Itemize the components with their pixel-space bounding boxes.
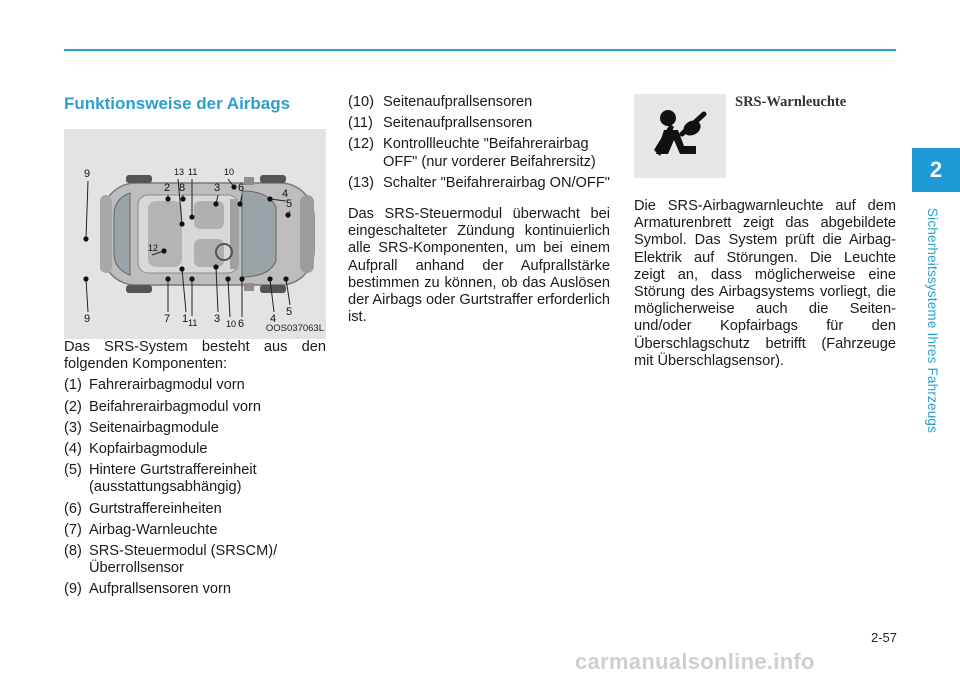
list-item	[64, 522, 326, 539]
list-item-text: SRS-Steuermodul (SRSCM)/Überrollsensor	[89, 543, 278, 577]
callout-label: 4	[270, 313, 277, 325]
airbag-warning-icon	[634, 94, 726, 178]
list-item	[64, 420, 326, 437]
list-item-text: Fahrerairbagmodul vorn	[89, 377, 245, 394]
list-item	[64, 377, 326, 394]
chapter-title: Sicherheitssysteme Ihres Fahrzeugs	[925, 207, 941, 433]
sensor-point	[285, 212, 290, 217]
callout-label: 3	[214, 182, 221, 194]
callout-label: 11	[188, 167, 198, 177]
callout-label: 4	[282, 188, 289, 200]
list-item-text: Seitenaufprallsensoren	[383, 115, 533, 132]
warning-light-block	[634, 94, 896, 178]
sensor-point	[237, 201, 242, 206]
list-item-text: Airbag-Warnleuchte	[89, 521, 218, 538]
sensor-point	[165, 276, 170, 281]
sensor-point	[189, 276, 194, 281]
sensor-point	[179, 221, 184, 226]
car-top-view-diagram	[64, 129, 326, 339]
page-number: 2-57	[870, 630, 897, 645]
sensor-point	[180, 196, 185, 201]
callout-label: 13	[174, 167, 185, 177]
intro-text: Das SRS-System besteht aus den folgenden Komponenten:	[64, 339, 326, 373]
list-item-number: (7)	[64, 521, 82, 538]
component-list	[64, 377, 326, 598]
callout-label: 12	[148, 243, 159, 253]
list-item-number: (9)	[64, 581, 82, 598]
header-rule	[64, 49, 896, 51]
sensor-point	[165, 196, 170, 201]
list-item	[64, 543, 326, 577]
section-heading: Funktionsweise der Airbags	[64, 94, 291, 113]
callout-label: 3	[214, 313, 221, 325]
callout-label: 2	[164, 182, 171, 194]
list-item-number: (10)	[348, 94, 374, 110]
list-item-text: Kopfairbagmodule	[89, 441, 208, 458]
list-item-number: (2)	[64, 398, 82, 415]
callout-label: 10	[226, 319, 237, 329]
list-item	[348, 175, 610, 192]
callout-label: 6	[238, 182, 245, 194]
sensor-point	[189, 214, 194, 219]
list-item	[348, 115, 610, 132]
sensor-point	[283, 276, 288, 281]
sensor-point	[161, 248, 166, 253]
callout-label: 5	[286, 198, 293, 210]
list-item-number: (1)	[64, 377, 82, 394]
list-item	[64, 441, 326, 458]
callout-label: 10	[224, 167, 235, 177]
list-item-number: (11)	[348, 115, 373, 132]
list-item-number: (3)	[64, 419, 82, 436]
sensor-point	[231, 184, 236, 189]
callout-label: 9	[84, 313, 91, 325]
list-item-text: Seitenairbagmodule	[89, 419, 219, 436]
sensor-point	[267, 196, 272, 201]
airbag-layout-figure	[64, 129, 326, 339]
sensor-point	[83, 236, 88, 241]
list-item-text: Kontrollleuchte "Beifahrerairbag OFF" (nur vorderer Beifahrersitz)	[383, 136, 596, 170]
sensor-point	[179, 266, 184, 271]
monitoring-paragraph: Das SRS-Steuermodul überwacht bei eingeschalteter Zündung kontinuierlich alle SRS-Komponenten, um bei einem Aufprall anhand der Aufprallstärke bestimmen zu können, ob das Auslösen der Airbags oder Gurtstraffer erforderlich ist.	[348, 206, 610, 326]
chapter-number-tab: 2	[912, 148, 960, 192]
sensor-point	[83, 276, 88, 281]
list-item-number: (12)	[348, 136, 374, 153]
callout-label: 6	[238, 318, 245, 330]
sensor-point	[267, 276, 272, 281]
watermark: carmanualsonline.info	[575, 649, 815, 674]
sensor-point	[213, 201, 218, 206]
leader-line	[86, 279, 88, 312]
sensor-point	[213, 264, 218, 269]
list-item-number: (5)	[64, 462, 82, 479]
left-column	[64, 94, 326, 603]
list-item	[348, 94, 610, 111]
leader-line	[86, 181, 88, 239]
callout-label: 11	[188, 318, 198, 328]
list-item-text: Beifahrerairbagmodul vorn	[89, 398, 261, 415]
list-item-number: (8)	[64, 543, 82, 560]
callout-label: 5	[286, 306, 293, 318]
list-item-text: Schalter "Beifahrerairbag ON/OFF"	[383, 174, 610, 191]
list-item-text: Hintere Gurtstraffereinheit (ausstattungsabhängig)	[89, 462, 257, 496]
middle-column	[348, 94, 610, 326]
list-item	[64, 399, 326, 416]
list-item-text: Seitenaufprallsensoren	[383, 94, 533, 110]
sensor-point	[225, 276, 230, 281]
component-list-continued	[348, 94, 610, 192]
list-item	[64, 462, 326, 496]
list-item-text: Gurtstraffereinheiten	[89, 500, 222, 517]
list-item-number: (4)	[64, 441, 82, 458]
warning-light-title: SRS-Warnleuchte	[735, 94, 847, 110]
warning-light-description: Die SRS-Airbagwarnleuchte auf dem Armaturenbrett zeigt das abgebildete Symbol. Das System prüft die Airbag-Elektrik auf Störungen. Die Leuchte zeigt an, dass möglicherweise eine Störung des Airbagsystems vorliegt, die möglicherweise auch die Seiten- und/oder Kopfairbags für den Überschlagschutz betrifft (Fahrzeuge mit Überschlagsensor).	[634, 198, 896, 369]
list-item	[64, 581, 326, 598]
callout-label: 9	[84, 168, 91, 180]
list-item-number: (13)	[348, 174, 374, 191]
callout-label: 8	[179, 182, 186, 194]
figure-caption: OOS037063L	[265, 322, 324, 334]
list-item	[348, 136, 610, 170]
callout-label: 7	[164, 313, 171, 325]
list-item-text: Aufprallsensoren vorn	[89, 581, 231, 598]
sensor-point	[239, 276, 244, 281]
callout-label: 1	[182, 313, 189, 325]
list-item-number: (6)	[64, 500, 82, 517]
right-column	[634, 94, 896, 370]
list-item	[64, 501, 326, 518]
